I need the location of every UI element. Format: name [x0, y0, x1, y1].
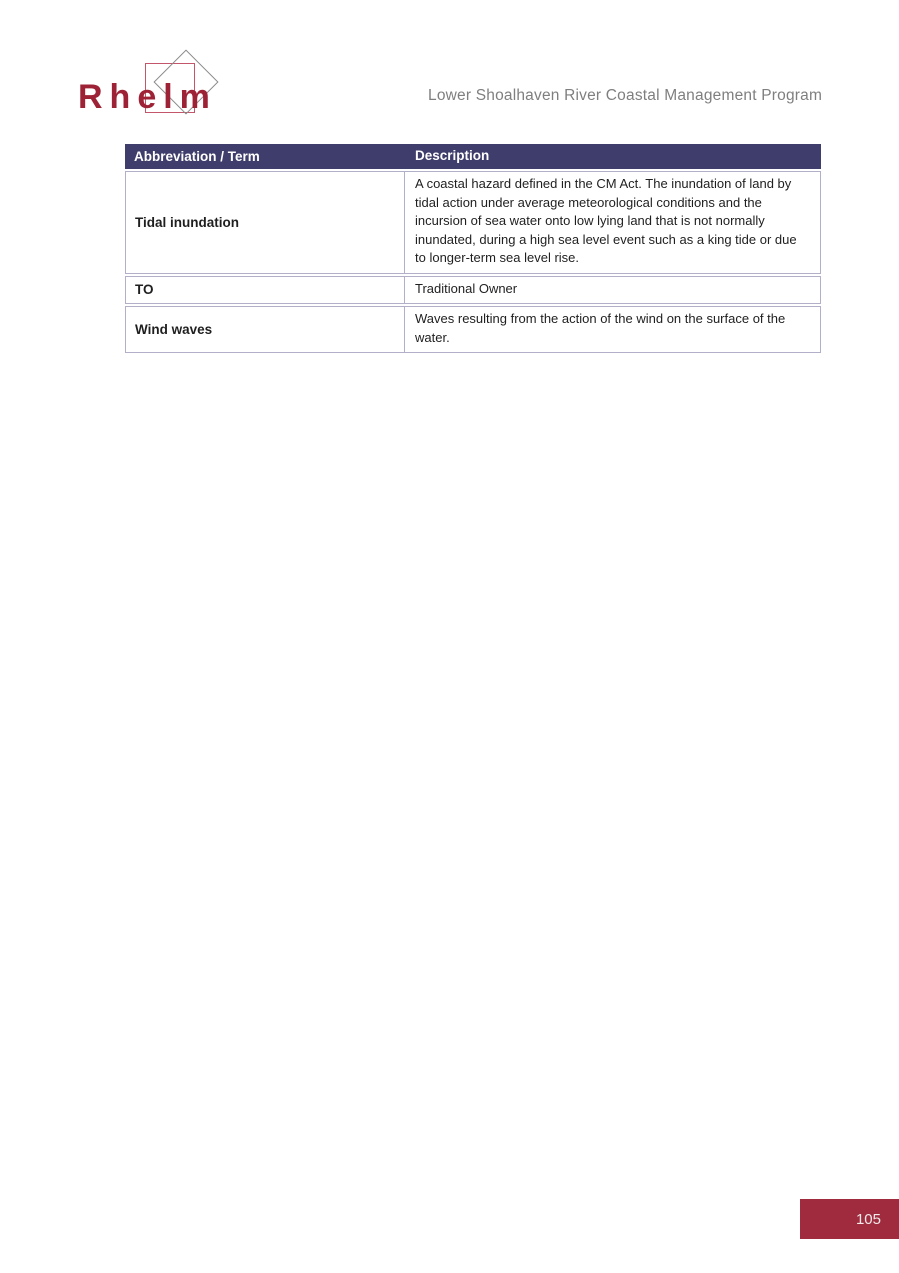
term-cell: Tidal inundation: [126, 172, 405, 273]
description-cell: Waves resulting from the action of the wind on the surface of the water.: [415, 311, 786, 345]
term-cell: Wind waves: [126, 307, 405, 352]
description-cell: Traditional Owner: [415, 280, 518, 296]
page-number-badge: [800, 1199, 899, 1239]
rhelm-logo: [78, 40, 258, 125]
page-number: 105: [855, 1210, 881, 1228]
table-row: [125, 171, 821, 274]
glossary-table: [125, 144, 821, 353]
logo-text: Rhelm: [78, 78, 217, 116]
table-row: [125, 276, 821, 305]
column-header-term: Abbreviation / Term: [134, 149, 260, 164]
document-header-title: Lower Shoalhaven River Coastal Management Program: [428, 87, 823, 104]
table-row: [125, 306, 821, 353]
table-header-row: [125, 144, 821, 169]
description-cell: A coastal hazard defined in the CM Act. The inundation of land by tidal action under average meteorological conditions and the incursion of sea water onto low lying land that is not normally inundated, during a high sea level event such as a king tide or due to longer-term sea level rise.: [415, 176, 797, 265]
column-header-description: Description: [415, 148, 490, 163]
term-cell: TO: [126, 277, 405, 304]
